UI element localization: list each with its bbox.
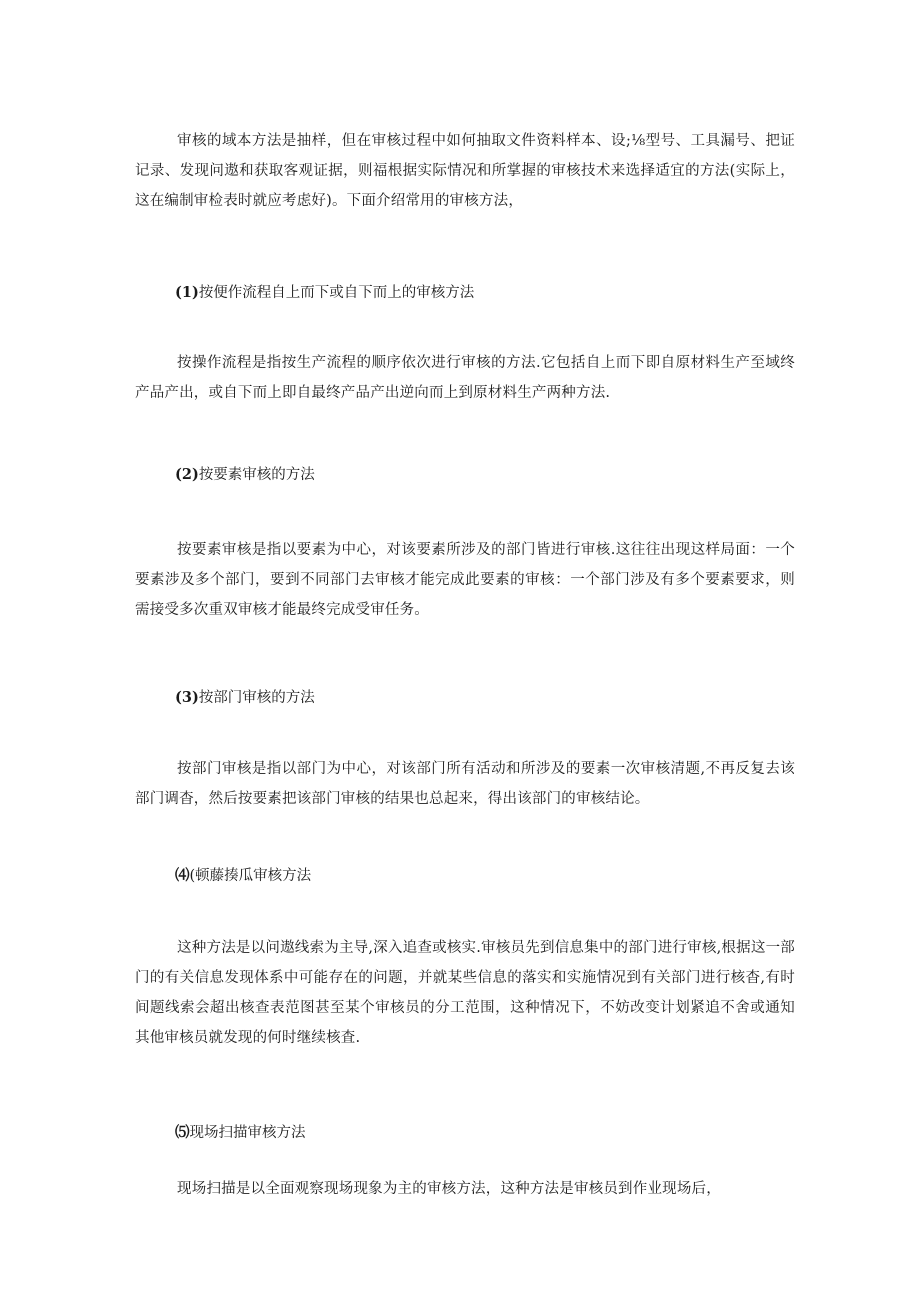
section-number-4: ⑷: [175, 867, 190, 884]
section-body-1: 按操作流程是指按生产流程的顺序依次进行审核的方法.它包括自上而下即自原材料生产至域终产品产出，或自下而上即自最终产品产出逆向而上到原材料生产两种方法.: [135, 355, 795, 401]
section-heading-3: [135, 683, 835, 713]
section-heading-5: [135, 1118, 835, 1148]
section-number-5: ⑸: [175, 1124, 190, 1141]
section-number-1: (1): [175, 284, 199, 301]
section-number-2: (2): [175, 466, 199, 483]
section-title-4: (顿藤揍瓜审核方法: [189, 868, 312, 884]
section-body-2: 按要素审核是指以要素为中心，对该要素所涉及的部门皆进行审核.这往往出现这样局面：一个要素涉及多个部门，要到不同部门去审核才能完成此要素的审核：一个部门涉及有多个要素要求，则需接受多次重双审核才能最终完成受审任务。: [135, 542, 795, 618]
section-body-3: 按部门审核是指以部门为中心，对该部门所有活动和所涉及的要素一次审核清题,不再反复去该部门调杳，然后按要素把该部门审核的结果也总起来，得出该部门的审核结论。: [135, 761, 795, 807]
section-heading-1: [135, 278, 835, 308]
section-heading-4: [135, 861, 835, 891]
section-title-5: 现场扫描审核方法: [189, 1125, 306, 1141]
intro-paragraph: 审核的域本方法是抽样，但在审核过程中如何抽取文件资料样本、设;⅛型号、工具漏号、把证记录、发现问遨和获取客观证据，则福根据实际情况和所掌握的审核技术来选择适宜的方法(实际上，这在编制审检表时就应考虑好)。下面介绍常用的审核方法，: [135, 133, 795, 209]
section-title-2: 按要素审核的方法: [198, 467, 315, 483]
section-number-3: (3): [175, 689, 199, 706]
section-title-1: 按便作流程自上而下或自下而上的审核方法: [198, 285, 475, 301]
section-body-5: 现场扫描是以全面观察现场现象为主的审核方法，这种方法是审核员到作业现场后，: [177, 1181, 721, 1197]
section-heading-2: [135, 460, 835, 490]
section-title-3: 按部门审核的方法: [198, 690, 315, 706]
section-body-4: 这种方法是以问遨线索为主导,深入追查或核实.审核员先到信息集中的部门进行审核,根据这一部门的有关信息发现体系中可能存在的问题，并就某些信息的落实和实施情况到有关部门进行核杳,有时间题线索会超出核查表范图甚至某个审核员的分工范围，这种情况下，不妨改变计划紧追不舍或通知其他审核员就发现的何时继续核査.: [135, 940, 795, 1046]
